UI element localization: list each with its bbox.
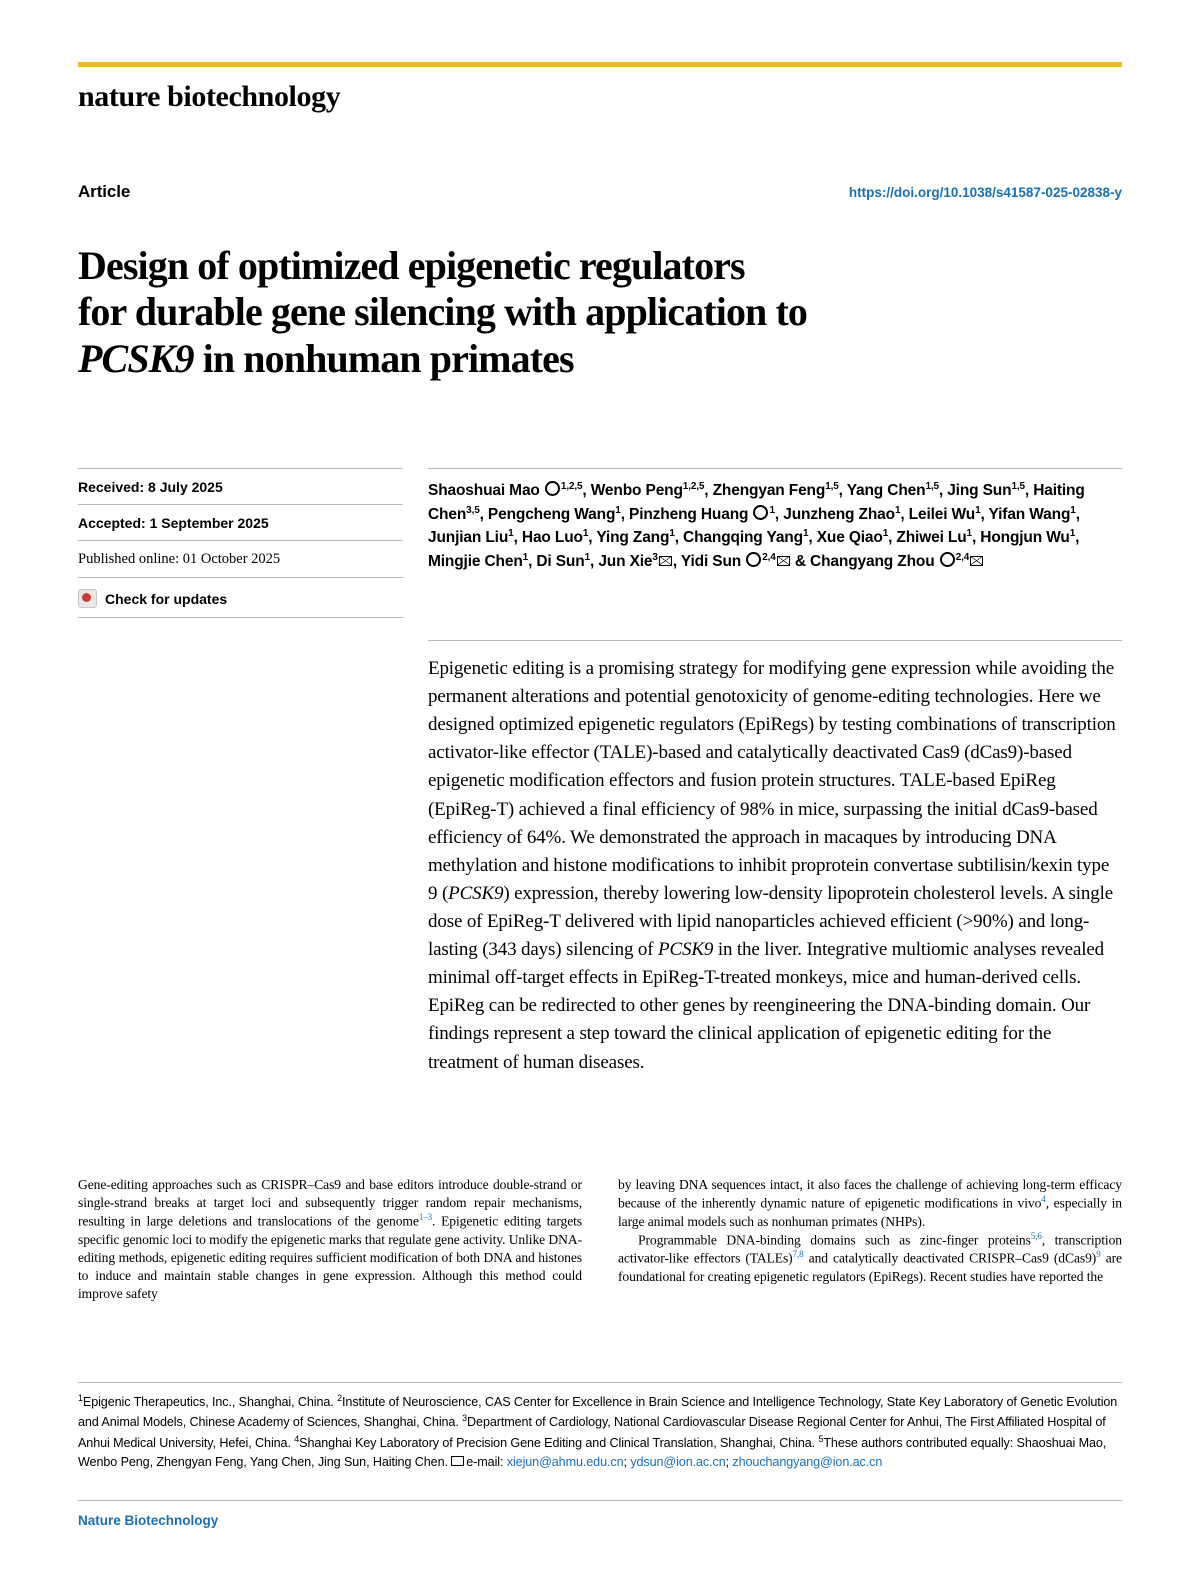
body-column-right (618, 1176, 1122, 1303)
accepted-date: Accepted: 1 September 2025 (78, 504, 403, 540)
email-icon[interactable] (777, 556, 790, 566)
email-link-zhouchangyang[interactable]: zhouchangyang@ion.ac.cn (732, 1454, 883, 1469)
email-icon (451, 1456, 464, 1466)
doi-link[interactable]: https://doi.org/10.1038/s41587-025-02838-y (848, 185, 1122, 200)
abstract: Epigenetic editing is a promising strategy for modifying gene expression while avoiding the permanent alterations and potential genotoxicity of genome-editing technologies. Here we designed optimized epigenetic regulators (EpiRegs) by testing combinations of transcription activator-like effector (TALE)-based and catalytically deactivated Cas9 (dCas9)-based epigenetic modification effectors and fusion protein structures. TALE-based EpiReg (EpiReg-T) achieved a final efficiency of 98% in mice, surpassing the initial dCas9-based efficiency of 64%. We demonstrated the approach in macaques by introducing DNA methylation and histone modifications to inhibit proprotein convertase subtilisin/kexin type 9 (PCSK9) expression, thereby lowering low-density lipoprotein cholesterol levels. A single dose of EpiReg-T delivered with lipid nanoparticles achieved efficient (>90%) and long-lasting (343 days) silencing of PCSK9 in the liver. Integrative multiomic analyses revealed minimal off-target effects in EpiReg-T-treated monkeys, mice and human-derived cells. EpiReg can be redirected to other genes by reengineering the DNA-binding domain. Our findings represent a step toward the clinical application of epigenetic editing for the treatment of human diseases. (428, 640, 1122, 1077)
title-line-1: Design of optimized epigenetic regulators (78, 242, 745, 288)
email-icon[interactable] (970, 556, 983, 566)
brand-rule (78, 62, 1122, 67)
journal-title: nature biotechnology (78, 80, 341, 113)
affiliations: $^1$Epigenic Therapeutics, Inc., Shanghai, China. $^2$Institute of Neuroscience, CAS Center for Excellence in Brain Science and Intelligence Technology, State Key Laboratory of Genetic Evolution and Animal Models, Chinese Academy of Sciences, Shanghai, China. $^3$Department of Cardiology, National Cardiovascular Disease Regional Center for Anhui, The First Affiliated Hospital of Anhui Medical University, Hefei, China. $^4$Shanghai Key Laboratory of Precision Gene Editing and Clinical Translation, Shanghai, China. $^5$These authors contributed equally: Shaoshuai Mao, Wenbo Peng, Zhengyan Feng, Yang Chen, Jing Sun, Haiting Chen. e-mail: xiejun@ahmu.edu.cn; ydsun@ion.ac.cn; zhouchangyang@ion.ac.cn (78, 1382, 1122, 1472)
author-list: Shaoshuai Mao $^{1,2,5}$, Wenbo Peng$^{1,2,5}$, Zhengyan Feng$^{1,5}$, Yang Chen$^{1,5}$, Jing Sun$^{1,5}$, Haiting Chen$^{3,5}$, Pengcheng Wang$^1$, Pinzheng Huang $^1$, Junzheng Zhao$^1$, Leilei Wu$^1$, Yifan Wang$^1$, Junjian Liu$^1$, Hao Luo$^1$, Ying Zang$^1$, Changqing Yang$^1$, Xue Qiao$^1$, Zhiwei Lu$^1$, Hongjun Wu$^1$, Mingjie Chen$^1$, Di Sun$^1$, Jun Xie$^3$ , Yidi Sun $^{2,4}$ & Changyang Zhou $^{2,4}$ (428, 468, 1122, 574)
body-text (78, 1176, 1122, 1303)
orcid-icon (746, 552, 761, 567)
email-link-xiejun[interactable]: xiejun@ahmu.edu.cn (506, 1454, 624, 1469)
email-link-ydsun[interactable]: ydsun@ion.ac.cn (630, 1454, 726, 1469)
body-column-left (78, 1176, 582, 1303)
body-paragraph: by leaving DNA sequences intact, it also faces the challenge of achieving long-term efficacy because of the inherently dynamic nature of epigenetic modifications in vivo$^4$, especially in large animal models such as nonhuman primates (NHPs). Programmable DNA-binding domains such as zinc-finger proteins$^{5,6}$, transcription activator-like effectors (TALEs)$^{7,8}$ and catalytically deactivated CRISPR–Cas9 (dCas9)$^9$ are foundational for creating epigenetic regulators (EpiRegs). Recent studies have reported the (618, 1177, 1122, 1284)
received-date: Received: 8 July 2025 (78, 468, 403, 504)
check-for-updates-button[interactable] (78, 577, 403, 618)
title-line-2: for durable gene silencing with application to (78, 289, 808, 335)
orcid-icon (545, 481, 560, 496)
orcid-icon (753, 505, 768, 520)
email-icon[interactable] (659, 556, 672, 566)
publication-meta (78, 468, 403, 618)
page-footer: Nature Biotechnology (78, 1500, 1122, 1528)
article-header-row (78, 182, 1122, 202)
orcid-icon (940, 552, 955, 567)
page-title (78, 243, 1128, 382)
crossmark-icon (78, 589, 97, 608)
title-line-3-rest: in nonhuman primates (193, 335, 574, 381)
body-paragraph: Gene-editing approaches such as CRISPR–Cas9 and base editors introduce double-strand or single-strand breaks at target loci and subsequently trigger random repair mechanisms, resulting in large deletions and translocations of the genome$^{1-3}$. Epigenetic editing targets specific genomic loci to modify the epigenetic marks that regulate gene activity. Unlike DNA-editing methods, epigenetic editing requires sufficient modification of both DNA and histones to induce and maintain stable changes in gene expression. Although this method could improve safety (78, 1177, 583, 1301)
published-date: Published online: 01 October 2025 (78, 540, 403, 577)
article-type-label: Article (78, 182, 131, 201)
check-for-updates-label: Check for updates (105, 590, 228, 607)
title-line-3-italic: PCSK9 (78, 335, 194, 381)
